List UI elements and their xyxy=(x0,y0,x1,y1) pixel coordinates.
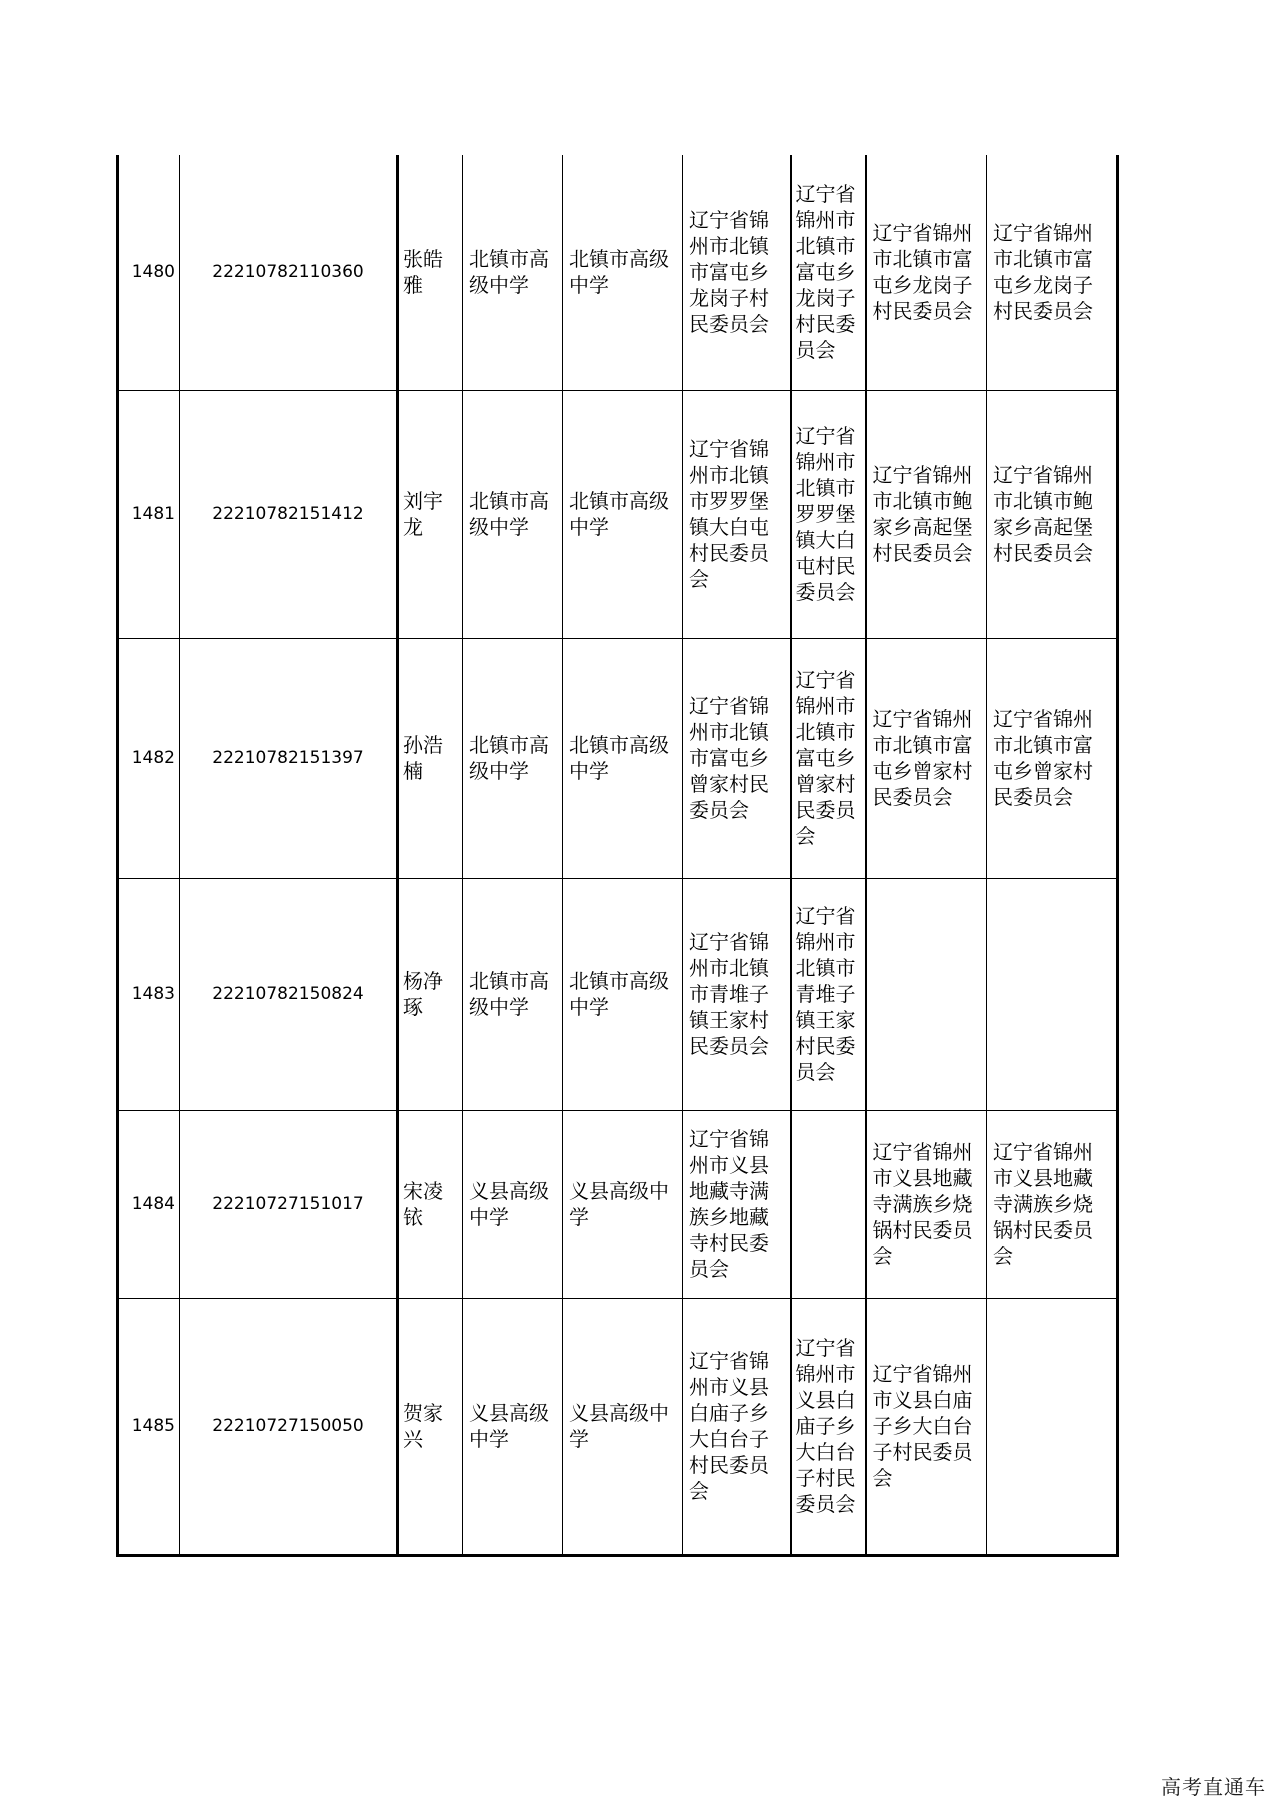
name-cell: 张皓雅 xyxy=(398,155,463,390)
graduated-school-cell: 义县高级中学 xyxy=(563,1110,683,1298)
school-cell: 义县高级中学 xyxy=(463,1110,563,1298)
seq-cell: 1480 xyxy=(118,155,180,390)
table-row xyxy=(118,1298,1118,1555)
exam-id-cell: 22210782151397 xyxy=(180,638,398,878)
table-row xyxy=(118,638,1118,878)
exam-id-cell: 22210727151017 xyxy=(180,1110,398,1298)
hukou-address-cell: 辽宁省锦州市北镇市富屯乡曾家村民委员会 xyxy=(683,638,791,878)
graduated-school-cell: 北镇市高级中学 xyxy=(563,638,683,878)
graduated-school-cell: 北镇市高级中学 xyxy=(563,390,683,638)
table-row xyxy=(118,155,1118,390)
address-a-cell: 辽宁省锦州市义县白庙子乡大白台子村民委员会 xyxy=(791,1298,866,1555)
table-row xyxy=(118,878,1118,1110)
school-cell: 北镇市高级中学 xyxy=(463,878,563,1110)
name-cell: 刘宇龙 xyxy=(398,390,463,638)
address-c-cell: 辽宁省锦州市北镇市富屯乡龙岗子村民委员会 xyxy=(987,155,1118,390)
table-row xyxy=(118,1110,1118,1298)
school-cell: 北镇市高级中学 xyxy=(463,390,563,638)
hukou-address-cell: 辽宁省锦州市北镇市罗罗堡镇大白屯村民委员会 xyxy=(683,390,791,638)
address-a-cell: 辽宁省锦州市北镇市富屯乡龙岗子村民委员会 xyxy=(791,155,866,390)
seq-cell: 1481 xyxy=(118,390,180,638)
address-b-cell xyxy=(866,878,987,1110)
address-b-cell: 辽宁省锦州市义县白庙子乡大白台子村民委员会 xyxy=(866,1298,987,1555)
seq-cell: 1484 xyxy=(118,1110,180,1298)
address-a-cell: 辽宁省锦州市北镇市青堆子镇王家村民委员会 xyxy=(791,878,866,1110)
address-b-cell: 辽宁省锦州市北镇市富屯乡龙岗子村民委员会 xyxy=(866,155,987,390)
exam-id-cell: 22210782110360 xyxy=(180,155,398,390)
address-a-cell: 辽宁省锦州市北镇市富屯乡曾家村民委员会 xyxy=(791,638,866,878)
address-c-cell: 辽宁省锦州市北镇市鲍家乡高起堡村民委员会 xyxy=(987,390,1118,638)
school-cell: 义县高级中学 xyxy=(463,1298,563,1555)
hukou-address-cell: 辽宁省锦州市北镇市青堆子镇王家村民委员会 xyxy=(683,878,791,1110)
address-b-cell: 辽宁省锦州市北镇市鲍家乡高起堡村民委员会 xyxy=(866,390,987,638)
address-c-cell: 辽宁省锦州市义县地藏寺满族乡烧锅村民委员会 xyxy=(987,1110,1118,1298)
hukou-address-cell: 辽宁省锦州市义县地藏寺满族乡地藏寺村民委员会 xyxy=(683,1110,791,1298)
graduated-school-cell: 义县高级中学 xyxy=(563,1298,683,1555)
exam-id-cell: 22210782151412 xyxy=(180,390,398,638)
student-record-table xyxy=(116,155,1119,1557)
watermark-text: 高考直通车 xyxy=(1161,1775,1266,1799)
name-cell: 孙浩楠 xyxy=(398,638,463,878)
graduated-school-cell: 北镇市高级中学 xyxy=(563,878,683,1110)
hukou-address-cell: 辽宁省锦州市北镇市富屯乡龙岗子村民委员会 xyxy=(683,155,791,390)
school-cell: 北镇市高级中学 xyxy=(463,638,563,878)
name-cell: 杨净琢 xyxy=(398,878,463,1110)
exam-id-cell: 22210782150824 xyxy=(180,878,398,1110)
address-c-cell xyxy=(987,1298,1118,1555)
address-a-cell xyxy=(791,1110,866,1298)
address-b-cell: 辽宁省锦州市义县地藏寺满族乡烧锅村民委员会 xyxy=(866,1110,987,1298)
exam-id-cell: 22210727150050 xyxy=(180,1298,398,1555)
table-row xyxy=(118,390,1118,638)
address-b-cell: 辽宁省锦州市北镇市富屯乡曾家村民委员会 xyxy=(866,638,987,878)
seq-cell: 1485 xyxy=(118,1298,180,1555)
seq-cell: 1483 xyxy=(118,878,180,1110)
name-cell: 宋凌铱 xyxy=(398,1110,463,1298)
school-cell: 北镇市高级中学 xyxy=(463,155,563,390)
hukou-address-cell: 辽宁省锦州市义县白庙子乡大白台子村民委员会 xyxy=(683,1298,791,1555)
seq-cell: 1482 xyxy=(118,638,180,878)
address-a-cell: 辽宁省锦州市北镇市罗罗堡镇大白屯村民委员会 xyxy=(791,390,866,638)
name-cell: 贺家兴 xyxy=(398,1298,463,1555)
graduated-school-cell: 北镇市高级中学 xyxy=(563,155,683,390)
address-c-cell: 辽宁省锦州市北镇市富屯乡曾家村民委员会 xyxy=(987,638,1118,878)
address-c-cell xyxy=(987,878,1118,1110)
